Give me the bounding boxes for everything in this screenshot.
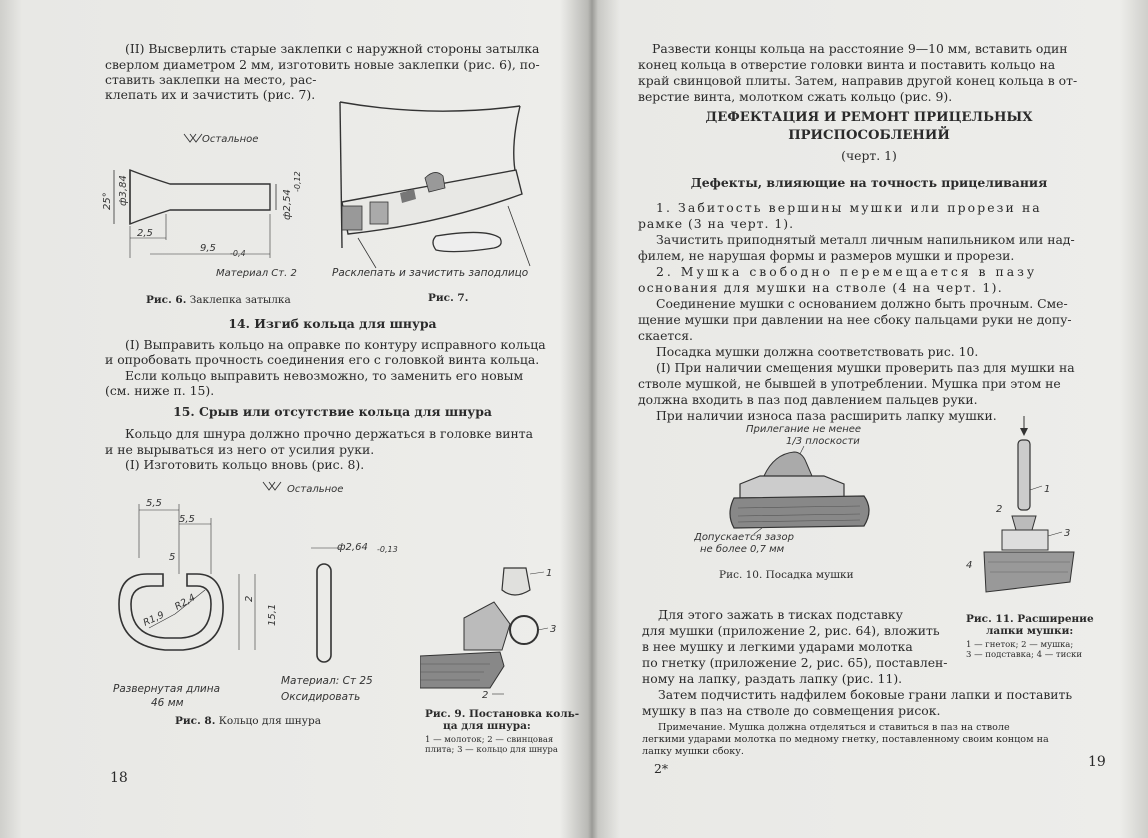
- figure-9-ring-installation: [420, 560, 570, 705]
- fig9-legend-2: плита; 3 — кольцо для шнура: [425, 745, 558, 755]
- fig6-dim-d2: ф2,54: [282, 189, 293, 220]
- text-line: (I) Выправить кольцо на оправке по контуру исправного кольца: [125, 337, 546, 352]
- figure-11-sight-spreading: [964, 412, 1084, 602]
- text-line: (см. ниже п. 15).: [105, 383, 215, 398]
- text-line: ставить заклепки на место, рас-: [105, 72, 317, 87]
- fig10-note-bottom-1: Допускается зазор: [694, 532, 794, 543]
- text-line: конец кольца в отверстие головки винта и поставить кольцо на: [638, 57, 1056, 72]
- fig6-dim-len2-tol: -0,4: [230, 249, 246, 258]
- text-line: Развести концы кольца на расстояние 9—10 мм, вставить один: [652, 41, 1068, 56]
- figure-8-ring-drawing: [105, 478, 415, 713]
- text-line: рамке (3 на черт. 1).: [638, 216, 795, 231]
- text-line: для мушки (приложение 2, рис. 64), вложить: [642, 623, 940, 638]
- text-line: щение мушки при давлении на нее сбоку пальцами руки не допу-: [638, 312, 1072, 327]
- text-line: край свинцовой плиты. Затем, направив другой конец кольца в от-: [638, 73, 1078, 88]
- fig8-dim-d-tol: -0,13: [377, 545, 398, 554]
- note-line: Примечание. Мушка должна отделяться и ставиться в паз на стволе: [658, 722, 1010, 733]
- text-line: основания для мушки на стволе (4 на черт. 1).: [638, 280, 1003, 295]
- text-line: верстие винта, молотком сжать кольцо (рис. 9).: [638, 89, 953, 104]
- text-line: и не вырываться из него от усилия руки.: [105, 442, 375, 457]
- fig9-lbl2: 2: [482, 690, 489, 701]
- fig9-caption-2: ца для шнура:: [443, 720, 531, 732]
- text-line: по гнетку (приложение 2, рис. 65), поставлен-: [642, 655, 948, 670]
- fig11-lbl4: 4: [966, 560, 973, 571]
- subheading: Дефекты, влияющие на точность прицеливания: [690, 175, 1048, 190]
- text-line: При наличии износа паза расширить лапку мушки.: [656, 408, 997, 423]
- fig6-dim-len1: 2,5: [137, 228, 153, 239]
- text-line: Зачистить приподнятый металл личным напильником или над-: [656, 232, 1075, 247]
- fig8-unfold-2: 46 мм: [151, 697, 184, 709]
- text-line: (II) Высверлить старые заклепки с наружной стороны затылка: [125, 41, 540, 56]
- note-line: лапку мушки сбоку.: [642, 746, 744, 757]
- text-line: Если кольцо выправить невозможно, то заменить его новым: [125, 368, 524, 383]
- fig8-caption-label: Рис. 8.: [175, 715, 216, 727]
- fig8-surface-label: Остальное: [287, 484, 344, 495]
- section-heading-2: ПРИСПОСОБЛЕНИЙ: [788, 128, 950, 143]
- fig11-caption-2: лапки мушки:: [986, 625, 1074, 637]
- text-line: сверлом диаметром 2 мм, изготовить новые заклепки (рис. 6), по-: [105, 57, 540, 72]
- text-line: 1. Забитость вершины мушки или прорези на: [656, 200, 1042, 215]
- section-heading-sub: (черт. 1): [841, 148, 897, 163]
- right-page: [594, 0, 1148, 838]
- text-line: ному на лапку, раздать лапку (рис. 11).: [642, 671, 903, 686]
- figure-7-rivet-assembly: [330, 98, 565, 283]
- fig8-dim-b: 5,5: [179, 514, 195, 525]
- text-line: (I) Изготовить кольцо вновь (рис. 8).: [125, 457, 365, 472]
- signature-mark: 2*: [654, 761, 669, 776]
- fig8-material-1: Материал: Ст 25: [281, 675, 373, 687]
- text-line: 2. Мушка свободно перемещается в пазу: [656, 264, 1038, 279]
- fig8-unfold-1: Развернутая длина: [113, 683, 221, 695]
- fig8-dim-d: ф2,64: [337, 542, 368, 553]
- fig9-caption-1: Рис. 9. Постановка коль-: [425, 708, 580, 720]
- fig11-legend-2: 3 — подставка; 4 — тиски: [966, 650, 1083, 660]
- fig11-lbl1: 1: [1044, 484, 1051, 495]
- fig8-dim-a: 5,5: [146, 498, 162, 509]
- text-line: должна входить в паз под давлением пальцев руки.: [638, 392, 978, 407]
- fig7-note: Расклепать и зачистить заподлицо: [332, 267, 529, 279]
- figure-6-rivet-drawing: [100, 128, 325, 283]
- fig8-caption: [175, 714, 321, 730]
- text-line: и опробовать прочность соединения его с головкой винта кольца.: [105, 352, 540, 367]
- text-line: Для этого зажать в тисках подставку: [658, 607, 903, 622]
- fig8-dim-c: 5: [169, 552, 176, 563]
- fig6-material: Материал Ст. 2: [216, 268, 297, 279]
- figure-10-sight-fit: [694, 420, 884, 560]
- fig11-caption-1: Рис. 11. Расширение: [966, 613, 1094, 625]
- fig11-lbl2: 2: [996, 504, 1003, 515]
- section-14-title: 14. Изгиб кольца для шнура: [228, 316, 437, 331]
- text-line: стволе мушкой, не бывшей в употреблении. Мушка при этом не: [638, 376, 1061, 391]
- fig8-dim-r1: R1,9: [141, 609, 166, 629]
- section-heading-1: ДЕФЕКТАЦИЯ И РЕМОНТ ПРИЦЕЛЬНЫХ: [705, 110, 1033, 125]
- text-line: клепать их и зачистить (рис. 7).: [105, 87, 316, 102]
- fig10-note-top-1: Прилегание не менее: [746, 424, 862, 435]
- fig10-note-top-2: 1/3 плоскости: [786, 436, 860, 447]
- fig6-caption-text: Заклепка затылка: [189, 294, 291, 306]
- text-line: Кольцо для шнура должно прочно держаться в головке винта: [125, 426, 534, 441]
- fig10-note-bottom-2: не более 0,7 мм: [700, 544, 785, 555]
- fig6-dim-len2: 9,5: [200, 243, 216, 254]
- fig6-dim-tol: -0,12: [293, 171, 302, 192]
- fig8-dim-h2: 15,1: [267, 603, 278, 626]
- fig6-dim-d1: ф3,84: [118, 175, 129, 206]
- text-line: мушку в паз на стволе до совмещения рисок.: [642, 703, 941, 718]
- section-15-title: 15. Срыв или отсутствие кольца для шнура: [173, 404, 492, 419]
- fig6-dim-angle: 25°: [102, 192, 113, 210]
- fig9-legend-1: 1 — молоток; 2 — свинцовая: [425, 735, 554, 745]
- fig7-caption: Рис. 7.: [428, 292, 469, 304]
- fig8-dim-r2: R2,4: [173, 592, 198, 613]
- fig11-legend-1: 1 — гнеток; 2 — мушка;: [966, 640, 1074, 650]
- text-line: Соединение мушки с основанием должно быть прочным. Сме-: [656, 296, 1068, 311]
- text-line: в нее мушку и легкими ударами молотка: [642, 639, 913, 654]
- fig8-caption-text: Кольцо для шнура: [218, 715, 321, 727]
- fig10-caption: Рис. 10. Посадка мушки: [719, 569, 854, 581]
- fig8-material-2: Оксидировать: [281, 691, 361, 703]
- note-line: легкими ударами молотка по медному гнетку, поставленному своим концом на: [642, 734, 1049, 745]
- fig6-caption-label: Рис. 6.: [146, 294, 187, 306]
- text-line: Затем подчистить надфилем боковые грани лапки и поставить: [658, 687, 1073, 702]
- fig9-lbl1: 1: [546, 568, 553, 579]
- text-line: скается.: [638, 328, 693, 343]
- text-line: (I) При наличии смещения мушки проверить паз для мушки на: [656, 360, 1075, 375]
- fig8-dim-h1: 2: [244, 595, 255, 602]
- fig11-lbl3: 3: [1064, 528, 1071, 539]
- fig9-lbl3: 3: [550, 624, 557, 635]
- text-line: филем, не нарушая формы и размеров мушки и прорези.: [638, 248, 1015, 263]
- fig6-surface-label: Остальное: [202, 134, 259, 145]
- text-line: Посадка мушки должна соответствовать рис. 10.: [656, 344, 979, 359]
- page-number-right: 19: [1088, 754, 1106, 770]
- fig6-caption: [146, 293, 291, 309]
- page-number-left: 18: [110, 770, 128, 786]
